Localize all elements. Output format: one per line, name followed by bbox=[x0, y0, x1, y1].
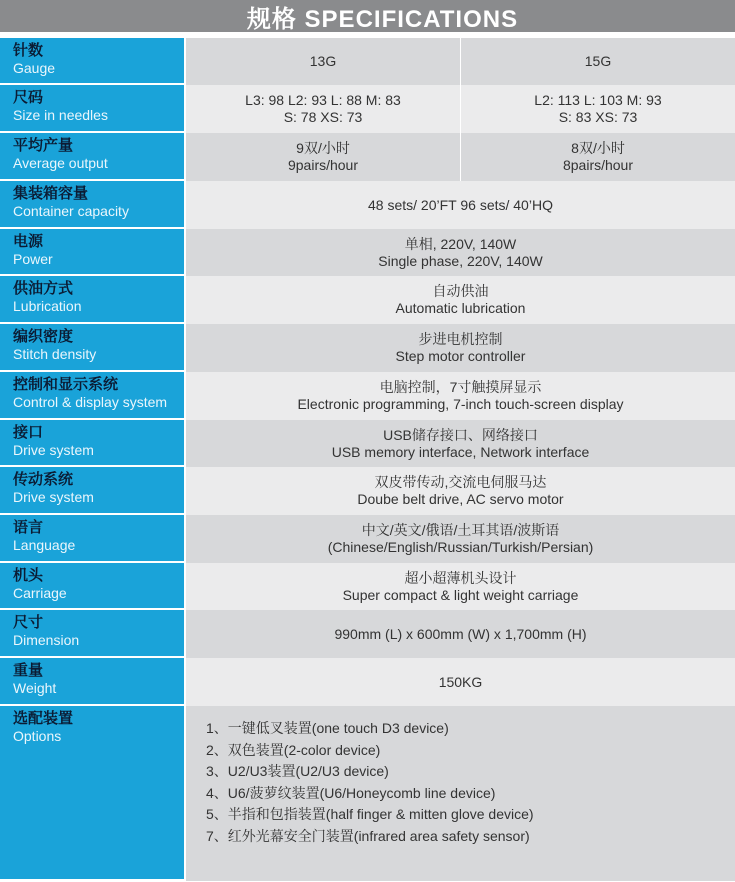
spec-value bbox=[186, 420, 735, 468]
spec-row-options bbox=[0, 706, 735, 881]
spec-value bbox=[186, 85, 735, 134]
spec-row bbox=[0, 229, 735, 276]
spec-row bbox=[0, 420, 735, 467]
spec-value-line: 150KG bbox=[438, 673, 483, 690]
options-list bbox=[186, 706, 735, 881]
spec-row bbox=[0, 85, 735, 133]
spec-value bbox=[186, 133, 735, 182]
spec-value-line: 990mm (L) x 600mm (W) x 1,700mm (H) bbox=[334, 625, 587, 642]
spec-label-zh: 尺寸 bbox=[13, 614, 44, 631]
spec-value-cell bbox=[186, 467, 735, 515]
spec-options-value bbox=[186, 706, 735, 882]
spec-value-line: 13G bbox=[309, 53, 337, 69]
spec-row bbox=[0, 276, 735, 324]
spec-value-line: L2: 113 L: 103 M: 93 bbox=[534, 92, 662, 108]
spec-label bbox=[0, 229, 186, 276]
spec-value-15g bbox=[461, 38, 735, 85]
spec-value-13g bbox=[186, 38, 461, 85]
spec-label-en: Stitch density bbox=[13, 346, 97, 362]
spec-value bbox=[186, 276, 735, 325]
spec-value-line: 48 sets/ 20’FT 96 sets/ 40’HQ bbox=[368, 196, 553, 213]
spec-title: 规格 SPECIFICATIONS bbox=[246, 5, 519, 33]
spec-value-cell bbox=[186, 181, 735, 229]
spec-value-line: 步进电机控制 bbox=[418, 331, 503, 347]
spec-label-zh: 接口 bbox=[13, 424, 44, 441]
spec-label-en: Gauge bbox=[13, 60, 56, 76]
spec-row bbox=[0, 324, 735, 372]
spec-label-en: Average output bbox=[13, 155, 108, 171]
spec-value-line: 自动供油 bbox=[432, 283, 489, 299]
spec-value-line: 电脑控制，7寸触摸屏显示 bbox=[379, 379, 542, 395]
spec-value-line: 8双/小时 bbox=[571, 140, 625, 156]
spec-label bbox=[0, 563, 186, 610]
spec-header bbox=[0, 0, 735, 32]
spec-label-zh: 集装箱容量 bbox=[13, 185, 89, 202]
spec-label-en: Drive system bbox=[13, 442, 94, 458]
spec-label bbox=[0, 181, 186, 229]
spec-value-13g bbox=[186, 133, 461, 181]
spec-value-cell bbox=[186, 229, 735, 276]
spec-label-en: Lubrication bbox=[13, 298, 82, 314]
spec-label-zh: 选配装置 bbox=[13, 710, 74, 727]
spec-value-line: 双皮带传动,交流电伺服马达 bbox=[374, 474, 547, 490]
spec-value-line: S: 83 XS: 73 bbox=[558, 109, 638, 125]
option-item: 3、U2/U3装置(U2/U3 device) bbox=[206, 763, 389, 780]
spec-row bbox=[0, 515, 735, 563]
spec-value-cell bbox=[186, 276, 735, 324]
spec-value-line: 9双/小时 bbox=[296, 140, 350, 156]
spec-value-line: 9pairs/hour bbox=[287, 157, 359, 173]
option-item: 2、双色装置(2-color device) bbox=[206, 741, 381, 758]
spec-value-line: 15G bbox=[584, 53, 612, 69]
spec-label-zh: 平均产量 bbox=[13, 137, 74, 154]
spec-label-zh: 重量 bbox=[13, 662, 44, 679]
spec-value-line: USB储存接口、网络接口 bbox=[383, 426, 538, 443]
spec-label-en: Options bbox=[13, 728, 62, 744]
spec-value-line: (Chinese/English/Russian/Turkish/Persian) bbox=[327, 539, 594, 555]
spec-value-13g bbox=[186, 85, 461, 133]
option-item: 4、U6/菠萝纹装置(U6/Honeycomb line device) bbox=[206, 784, 496, 801]
spec-label-zh: 编织密度 bbox=[13, 328, 74, 345]
spec-label-en: Carriage bbox=[13, 585, 67, 601]
spec-row bbox=[0, 181, 735, 229]
spec-row bbox=[0, 563, 735, 610]
spec-value-15g bbox=[461, 85, 735, 133]
spec-value bbox=[186, 610, 735, 659]
spec-value-line: Electronic programming, 7-inch touch-screen display bbox=[297, 396, 624, 412]
spec-row bbox=[0, 133, 735, 181]
spec-value-line: Automatic lubrication bbox=[395, 300, 526, 316]
option-item: 7、红外光幕安全门装置(infrared area safety sensor) bbox=[206, 827, 530, 844]
spec-label bbox=[0, 133, 186, 181]
spec-label-en: Drive system bbox=[13, 489, 94, 505]
spec-value-cell bbox=[186, 563, 735, 610]
spec-value bbox=[186, 515, 735, 564]
spec-value-cell bbox=[186, 610, 735, 658]
spec-label bbox=[0, 610, 186, 658]
spec-value-15g bbox=[461, 133, 735, 181]
spec-value-cell bbox=[186, 515, 735, 563]
spec-label bbox=[0, 372, 186, 420]
spec-label bbox=[0, 420, 186, 467]
spec-value bbox=[186, 372, 735, 421]
spec-value-cell bbox=[186, 658, 735, 706]
spec-value-line: 8pairs/hour bbox=[562, 157, 634, 173]
spec-label-zh: 控制和显示系统 bbox=[13, 376, 119, 393]
spec-label-zh: 尺码 bbox=[13, 89, 44, 106]
spec-label bbox=[0, 658, 186, 706]
spec-value-line: 超小超薄机头设计 bbox=[404, 569, 517, 586]
spec-value-line: S: 78 XS: 73 bbox=[283, 109, 363, 125]
spec-label-en: Control & display system bbox=[13, 394, 168, 410]
spec-label-en: Dimension bbox=[13, 632, 80, 648]
spec-label-zh: 语言 bbox=[13, 519, 44, 536]
spec-value-cell bbox=[186, 420, 735, 467]
spec-value bbox=[186, 229, 735, 277]
spec-label-en: Container capacity bbox=[13, 203, 129, 219]
spec-label bbox=[0, 467, 186, 515]
spec-value-cell bbox=[186, 372, 735, 420]
spec-value bbox=[186, 181, 735, 230]
spec-label-en: Power bbox=[13, 251, 53, 267]
spec-value-line: 单相, 220V, 140W bbox=[404, 235, 517, 252]
spec-row bbox=[0, 610, 735, 658]
spec-label bbox=[0, 85, 186, 133]
spec-row bbox=[0, 372, 735, 420]
spec-label-en: Size in needles bbox=[13, 107, 108, 123]
option-item: 5、半指和包指装置(half finger & mitten glove device) bbox=[206, 806, 534, 823]
spec-value-cell bbox=[186, 324, 735, 372]
spec-value-line: Single phase, 220V, 140W bbox=[378, 252, 543, 269]
spec-value-line: L3: 98 L2: 93 L: 88 M: 83 bbox=[245, 92, 401, 108]
spec-row bbox=[0, 658, 735, 706]
spec-value bbox=[186, 38, 735, 86]
spec-label-en: Language bbox=[13, 537, 76, 553]
spec-label-en: Weight bbox=[13, 680, 57, 696]
spec-label bbox=[0, 706, 186, 881]
spec-value bbox=[186, 658, 735, 707]
spec-value-line: Doube belt drive, AC servo motor bbox=[357, 491, 564, 507]
spec-row bbox=[0, 467, 735, 515]
spec-value bbox=[186, 324, 735, 373]
spec-label-zh: 电源 bbox=[13, 233, 44, 250]
spec-value bbox=[186, 563, 735, 611]
spec-label-zh: 供油方式 bbox=[13, 280, 74, 297]
spec-label-zh: 机头 bbox=[13, 567, 44, 584]
spec-value-line: 中文/英文/俄语/土耳其语/波斯语 bbox=[361, 522, 560, 538]
spec-row bbox=[0, 38, 735, 85]
spec-label bbox=[0, 38, 186, 85]
option-item: 1、一键低叉装置(one touch D3 device) bbox=[206, 720, 449, 736]
spec-label-zh: 针数 bbox=[13, 42, 44, 59]
spec-value bbox=[186, 467, 735, 516]
spec-label-zh: 传动系统 bbox=[13, 471, 74, 488]
spec-label bbox=[0, 276, 186, 324]
spec-value-line: Step motor controller bbox=[395, 348, 526, 364]
spec-value-line: Super compact & light weight carriage bbox=[342, 586, 579, 603]
spec-value-line: USB memory interface, Network interface bbox=[331, 443, 590, 460]
spec-label bbox=[0, 324, 186, 372]
spec-label bbox=[0, 515, 186, 563]
